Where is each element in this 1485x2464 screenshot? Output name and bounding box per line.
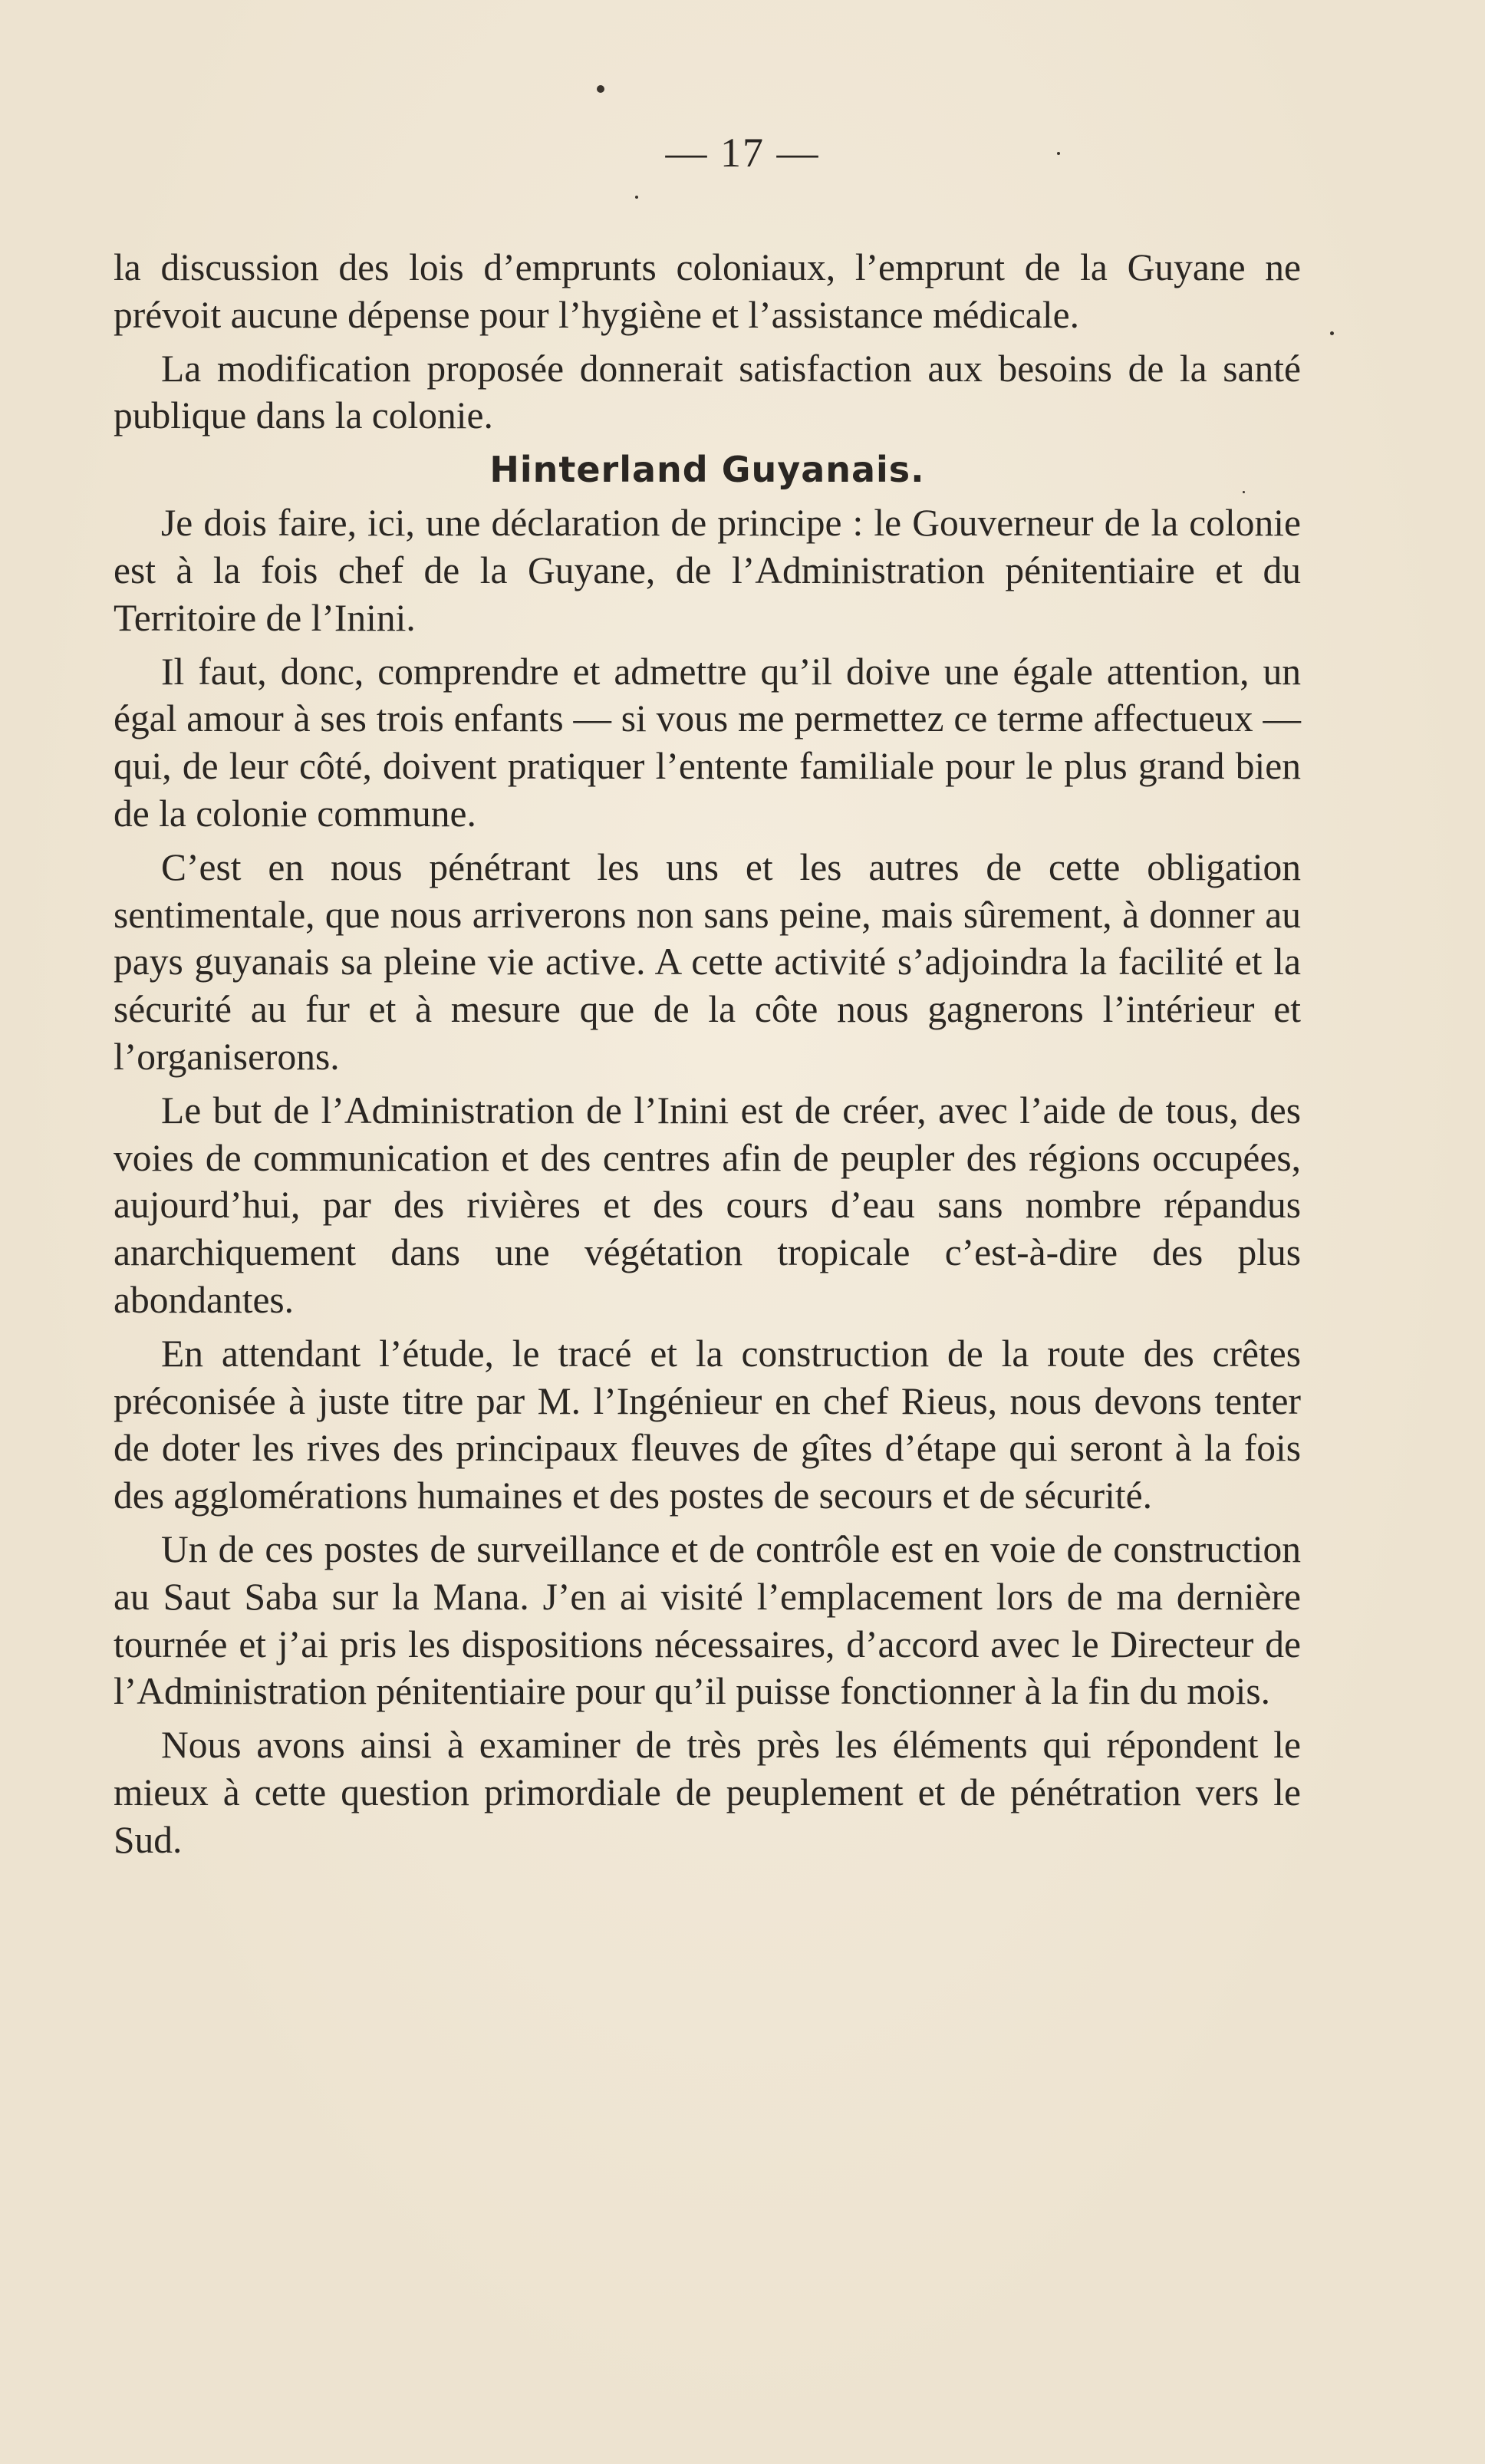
paragraph-3: Je dois faire, ici, une déclaration de principe : le Gouverneur de la colonie est à la fois chef de la Guyane, de l’Administration pénitentiaire et du Territoire de l’Inini.: [114, 502, 1301, 639]
paragraph-6: Le but de l’Administration de l’Inini est de créer, avec l’aide de tous, des voies de communication et des centres afin de peupler des régions occupées, aujourd’hui, par des rivières et des cours d’eau sans nombre répandus anarchiquement dans une végétation tropicale c’est-à-dire des plus abondantes.: [114, 1089, 1301, 1321]
ink-speck: [597, 85, 604, 93]
body-text: [114, 244, 1301, 1870]
paragraph-9: Nous avons ainsi à examiner de très près les éléments qui répondent le mieux à cette question primordiale de peuplement et de pénétration vers le Sud.: [114, 1724, 1301, 1861]
paragraph-2: La modification proposée donnerait satisfaction aux besoins de la santé publique dans la colonie.: [114, 347, 1301, 437]
paragraph-5: C’est en nous pénétrant les uns et les autres de cette obligation sentimentale, que nous arriverons non sans peine, mais sûrement, à donner au pays guyanais sa pleine vie active. A cette activité s’adjoindra la facilité et la sécurité au fur et à mesure que de la côte nous gagnerons l’intérieur et l’organiserons.: [114, 845, 1301, 1078]
paragraph-7: En attendant l’étude, le tracé et la construction de la route des crêtes préconisée à juste titre par M. l’Ingénieur en chef Rieus, nous devons tenter de doter les rives des principaux fleuves de gîtes d’étape qui seront à la fois des agglomérations humaines et des postes de secours et de sécurité.: [114, 1332, 1301, 1517]
ink-speck: [1330, 331, 1334, 335]
section-heading: Hinterland Guyanais.: [489, 449, 925, 491]
paragraph-1: la discussion des lois d’emprunts coloniaux, l’emprunt de la Guyane ne prévoit aucune dépense pour l’hygiène et l’assistance médicale.: [114, 246, 1301, 336]
paragraph-8: Un de ces postes de surveillance et de contrôle est en voie de construction au Saut Saba sur la Mana. J’en ai visité l’emplacement lors de ma dernière tournée et j’ai pris les dispositions nécessaires, d’accord avec le Directeur de l’Administration pénitentiaire pour qu’il puisse fonctionner à la fin du mois.: [114, 1527, 1301, 1713]
ink-speck: [635, 196, 638, 199]
page-number: — 17 —: [665, 130, 820, 176]
paragraph-4: Il faut, donc, comprendre et admettre qu’il doive une égale attention, un égal amour à ses trois enfants — si vous me permettez ce terme affectueux — qui, de leur côté, doivent pratiquer l’entente familiale pour le plus grand bien de la colonie commune.: [114, 650, 1301, 835]
